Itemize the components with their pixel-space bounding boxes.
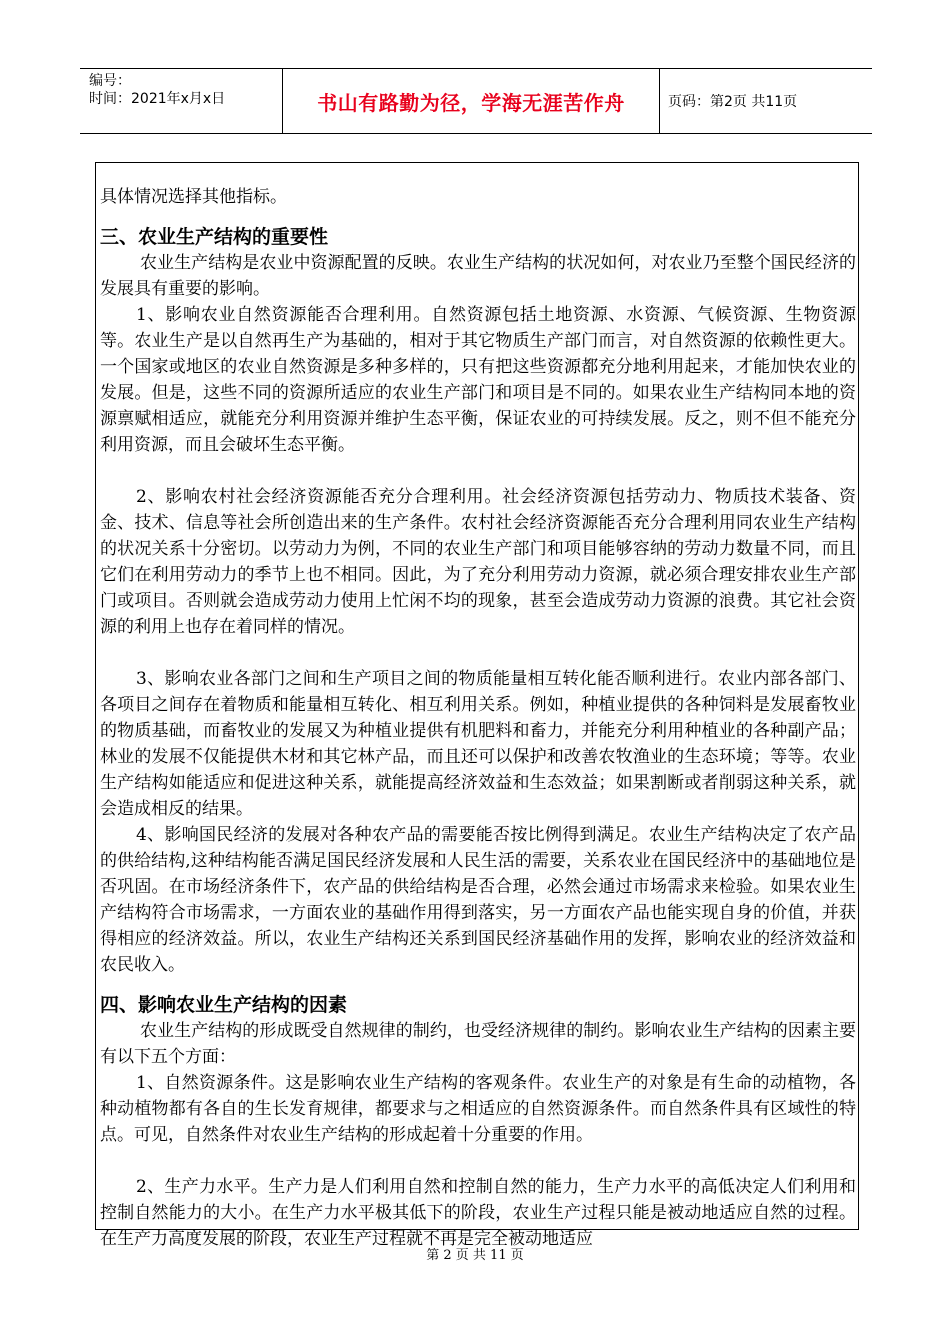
header-meta-cell <box>80 69 283 133</box>
motto: 书山有路勤为径，学海无涯苦作舟 <box>283 69 660 133</box>
content-box <box>95 162 859 1249</box>
paragraph: 4、影响国民经济的发展对各种农产品的需要能否按比例得到满足。农业生产结构决定了农产品的供给结构,这种结构能否满足国民经济发展和人民生活的需要，关系农业在国民经济中的基础地位是否巩固。在市场经济条件下，农产品的供给结构是否合理，必然会通过市场需求来检验。如果农业生产结构符合市场需求，一方面农业的基础作用得到落实，另一方面农产品也能实现自身的价值，并获得相应的经济效益。所以，农业生产结构还关系到国民经济基础作用的发挥，影响农业的经济效益和农民收入。 <box>100 825 856 975</box>
paragraph: 1、自然资源条件。这是影响农业生产结构的客观条件。农业生产的对象是有生命的动植物，各种动植物都有各自的生长发育规律，都要求与之相适应的自然资源条件。而自然条件具有区域性的特点。可见，自然条件对农业生产结构的形成起着十分重要的作用。 <box>100 1073 856 1145</box>
number-label: 编号： <box>89 73 131 89</box>
paragraph-continuation: 具体情况选择其他指标。 <box>100 187 287 207</box>
header-table <box>80 68 872 134</box>
paragraph: 1、影响农业自然资源能否合理利用。自然资源包括土地资源、水资源、气候资源、生物资源等。农业生产是以自然再生产为基础的，相对于其它物质生产部门而言，对自然资源的依赖性更大。一个国家或地区的农业自然资源是多种多样的，只有把这些资源都充分地利用起来，才能加快农业的发展。但是，这些不同的资源所适应的农业生产部门和项目是不同的。如果农业生产结构同本地的资源禀赋相适应，就能充分利用资源并维护生态平衡，保证农业的可持续发展。反之，则不但不能充分利用资源，而且会破坏生态平衡。 <box>100 305 856 455</box>
paragraph: 2、生产力水平。生产力是人们利用自然和控制自然的能力，生产力水平的高低决定人们利用和控制自然能力的大小。在生产力水平极其低下的阶段，农业生产过程只能是被动地适应自然的过程。在生产力高度发展的阶段，农业生产过程就不再是完全被动地适应 <box>100 1177 856 1249</box>
content-body <box>100 184 856 1252</box>
section-heading-4: 四、影响农业生产结构的因素 <box>100 994 348 1016</box>
paragraph: 3、影响农业各部门之间和生产项目之间的物质能量相互转化能否顺利进行。农业内部各部门、各项目之间存在着物质和能量相互转化、相互利用关系。例如，种植业提供的各种饲料是发展畜牧业的物质基础，而畜牧业的发展又为种植业提供有机肥料和畜力，并能充分利用种植业的各种副产品；林业的发展不仅能提供木材和其它林产品，而且还可以保护和改善农牧渔业的生态环境；等等。农业生产结构如能适应和促进这种关系，就能提高经济效益和生态效益；如果割断或者削弱这种关系，就会造成相反的结果。 <box>100 669 856 819</box>
paragraph: 2、影响农村社会经济资源能否充分合理利用。社会经济资源包括劳动力、物质技术装备、资金、技术、信息等社会所创造出来的生产条件。农村社会经济资源能否充分合理利用同农业生产结构的状况关系十分密切。以劳动力为例，不同的农业生产部门和项目能够容纳的劳动力数量不同，而且它们在利用劳动力的季节上也不相同。因此，为了充分利用劳动力资源，就必须合理安排农业生产部门或项目。否则就会造成劳动力使用上忙闲不均的现象，甚至会造成劳动力资源的浪费。其它社会资源的利用上也存在着同样的情况。 <box>100 487 856 637</box>
section-heading-3: 三、农业生产结构的重要性 <box>100 226 329 248</box>
paragraph: 农业生产结构是农业中资源配置的反映。农业生产结构的状况如何，对农业乃至整个国民经济的发展具有重要的影响。 <box>100 253 856 299</box>
time-label: 时间：2021年x月x日 <box>89 91 226 107</box>
page-footer: 第 2 页 共 11 页 <box>426 1248 524 1263</box>
paragraph: 农业生产结构的形成既受自然规律的制约，也受经济规律的制约。影响农业生产结构的因素主要有以下五个方面： <box>100 1021 856 1067</box>
page-label: 页码：第2页 共11页 <box>668 94 798 110</box>
